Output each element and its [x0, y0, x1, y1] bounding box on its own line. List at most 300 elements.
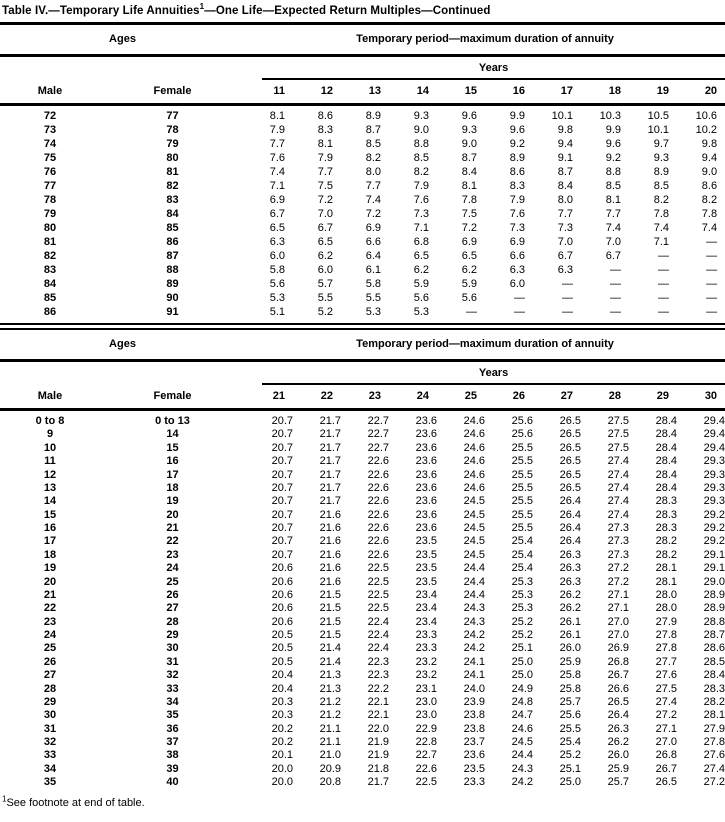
year-column-header: 23	[341, 385, 389, 410]
multiple-value: 8.4	[557, 180, 573, 192]
multiple-value: 24.3	[463, 615, 485, 628]
multiple-value: 26.5	[559, 428, 581, 441]
table-title	[0, 0, 725, 25]
year-column-header: 11	[245, 80, 293, 105]
male-age: 9	[46, 428, 54, 441]
multiple-value: 9.0	[413, 124, 429, 136]
male-age: 10	[43, 441, 57, 454]
multiple-value: 6.5	[317, 236, 333, 248]
multiple-value: 23.2	[415, 669, 437, 682]
multiple-value: 20.1	[271, 749, 293, 762]
multiple-value: 25.5	[511, 495, 533, 508]
female-age: 34	[166, 695, 179, 708]
multiple-value: 9.4	[701, 152, 718, 164]
male-age: 14	[43, 495, 57, 508]
multiple-value: 26.3	[559, 548, 581, 561]
multiple-value: 26.5	[559, 481, 581, 494]
multiple-value: 7.9	[509, 194, 525, 206]
table-row	[0, 722, 725, 735]
multiple-value: 10.1	[647, 124, 669, 136]
multiple-value: —	[658, 306, 669, 318]
multiple-value: 24.6	[463, 428, 485, 441]
multiple-value: 8.5	[413, 152, 429, 164]
male-age: 11	[44, 455, 56, 468]
multiple-value: 27.4	[607, 495, 629, 508]
male-age: 27	[43, 669, 57, 682]
multiple-value: 21.9	[367, 749, 389, 762]
multiple-value: 7.6	[509, 208, 525, 220]
multiple-value: 22.7	[367, 428, 389, 441]
multiple-value: 22.6	[367, 468, 389, 481]
multiple-value: 24.6	[463, 441, 485, 454]
female-age: 22	[166, 535, 179, 548]
multiple-value: 7.9	[317, 152, 333, 164]
multiple-value: 24.4	[463, 575, 485, 588]
multiple-value: 25.0	[559, 776, 581, 789]
female-age: 38	[166, 749, 179, 762]
multiple-value: 22.8	[415, 736, 437, 748]
multiple-value: 23.6	[415, 455, 437, 468]
table-row	[0, 776, 725, 789]
title-suffix: —One Life—Expected Return Multiples—Continued	[204, 5, 491, 17]
table-row	[0, 442, 725, 455]
multiple-value: 8.6	[509, 166, 525, 178]
multiple-value: 8.3	[317, 124, 333, 136]
female-age: 40	[166, 776, 179, 789]
table-row	[0, 208, 725, 222]
ages-spacer	[0, 56, 245, 81]
multiple-value: 8.5	[653, 180, 669, 192]
multiple-value: 28.7	[703, 629, 725, 641]
female-age: 24	[166, 562, 179, 575]
multiple-value: 22.4	[367, 642, 389, 655]
table-row	[0, 589, 725, 602]
multiple-value: 22.5	[367, 602, 389, 615]
multiple-value: —	[610, 292, 621, 304]
table-row	[0, 152, 725, 166]
multiple-value: 20.2	[271, 722, 293, 735]
multiple-value: 23.5	[415, 535, 437, 548]
table-row	[0, 602, 725, 615]
multiple-value: 22.6	[367, 455, 389, 468]
multiple-value: 26.3	[559, 575, 581, 588]
multiple-value: 27.1	[655, 722, 677, 735]
female-age: 15	[166, 441, 179, 454]
multiple-value: 26.4	[559, 495, 581, 508]
multiple-value: 8.5	[365, 138, 381, 150]
multiple-value: 7.6	[269, 152, 285, 164]
multiple-value: 25.4	[559, 736, 581, 748]
year-column-header: 15	[437, 80, 485, 105]
multiple-value: 10.6	[695, 110, 718, 122]
multiple-value: 20.6	[271, 602, 293, 615]
multiple-value: 25.0	[511, 669, 533, 682]
multiple-value: 25.2	[559, 749, 581, 762]
year-column-header: 28	[581, 385, 629, 410]
table-row	[0, 508, 725, 521]
female-age: 88	[166, 264, 179, 276]
multiple-value: 28.9	[703, 588, 725, 601]
female-age: 21	[166, 522, 179, 534]
multiple-value: 27.1	[607, 588, 629, 601]
male-age: 33	[43, 749, 57, 762]
multiple-value: —	[610, 306, 621, 318]
multiple-value: 6.2	[413, 264, 429, 276]
ages-spacer	[0, 361, 245, 386]
multiple-value: 27.5	[607, 415, 629, 427]
multiple-value: 6.5	[461, 250, 477, 262]
multiple-value: 7.0	[557, 236, 573, 248]
multiple-value: 20.0	[271, 762, 293, 775]
multiple-value: 24.3	[463, 602, 485, 615]
multiple-value: 7.5	[317, 180, 333, 192]
multiple-value: 6.0	[509, 278, 525, 290]
ages-header: Ages	[0, 25, 245, 56]
footnote	[0, 789, 725, 809]
multiple-value: 24.4	[511, 749, 533, 762]
multiple-value: 28.3	[655, 495, 677, 508]
multiple-value: 25.8	[559, 682, 581, 695]
multiple-value: 8.5	[605, 180, 621, 192]
female-age: 18	[166, 481, 179, 494]
female-age: 86	[166, 236, 179, 248]
male-age: 84	[43, 278, 57, 290]
male-age: 15	[43, 508, 57, 521]
table-row	[0, 736, 725, 749]
multiple-value: 9.9	[605, 124, 621, 136]
years-label: Years	[262, 362, 725, 385]
male-column-header: Male	[0, 80, 100, 105]
multiple-value: 27.8	[655, 629, 677, 641]
multiple-value: 25.6	[511, 428, 533, 441]
multiple-value: 5.5	[317, 292, 333, 304]
multiple-value: 24.6	[463, 468, 485, 481]
multiple-value: 29.4	[703, 428, 725, 441]
multiple-value: —	[658, 278, 669, 290]
multiple-value: 7.7	[269, 138, 285, 150]
multiple-value: 25.5	[511, 508, 533, 521]
year-column-header: 13	[341, 80, 389, 105]
table-body	[0, 410, 725, 790]
multiple-value: 5.3	[413, 306, 429, 318]
multiple-value: 27.4	[703, 762, 725, 775]
multiple-value: 6.6	[509, 250, 525, 262]
multiple-value: 27.2	[607, 575, 629, 588]
multiple-value: 21.6	[319, 508, 341, 521]
male-age: 86	[43, 306, 57, 318]
header-band-1	[0, 25, 725, 56]
male-age: 74	[43, 138, 57, 150]
multiple-value: 20.0	[271, 776, 293, 789]
multiple-value: 27.1	[607, 602, 629, 615]
multiple-value: 24.5	[511, 736, 533, 748]
table-row	[0, 682, 725, 695]
multiple-value: 20.7	[271, 495, 293, 508]
years-header-cell	[245, 56, 725, 81]
multiple-value: 25.3	[511, 575, 533, 588]
male-age: 25	[43, 642, 57, 655]
multiple-value: 23.5	[415, 548, 437, 561]
multiple-value: 21.6	[319, 575, 341, 588]
multiple-value: 28.4	[655, 441, 677, 454]
male-age: 17	[43, 535, 57, 548]
female-age: 37	[166, 736, 179, 748]
multiple-value: 9.6	[605, 138, 621, 150]
multiple-value: 24.5	[463, 548, 485, 561]
multiple-value: 28.9	[703, 602, 725, 615]
multiple-value: 28.0	[655, 602, 677, 615]
multiple-value: 21.3	[319, 682, 341, 695]
multiple-value: 23.3	[415, 642, 437, 655]
table-row	[0, 468, 725, 481]
multiple-value: 28.1	[655, 575, 677, 588]
multiple-value: 23.7	[463, 736, 485, 748]
multiple-value: 24.7	[511, 709, 533, 722]
male-age: 19	[43, 562, 57, 575]
multiple-value: 26.5	[559, 415, 581, 427]
multiple-value: 23.6	[415, 508, 437, 521]
multiple-value: 24.4	[463, 588, 485, 601]
multiple-value: 9.3	[461, 124, 477, 136]
multiple-value: 22.3	[367, 669, 389, 682]
female-age: 23	[166, 548, 179, 561]
multiple-value: —	[562, 292, 573, 304]
header-band-2	[0, 56, 725, 81]
multiple-value: 9.4	[557, 138, 573, 150]
multiple-value: 20.7	[271, 522, 293, 534]
multiple-value: 28.4	[655, 481, 677, 494]
multiple-value: 25.2	[511, 615, 533, 628]
multiple-value: 27.6	[655, 669, 677, 682]
multiple-value: 10.1	[551, 110, 573, 122]
multiple-value: 6.9	[365, 222, 381, 234]
multiple-value: 28.1	[703, 709, 725, 722]
multiple-value: 24.9	[511, 682, 533, 695]
multiple-value: 5.3	[269, 292, 285, 304]
multiple-value: 25.4	[511, 562, 533, 575]
multiple-value: 8.0	[557, 194, 573, 206]
multiple-value: —	[706, 264, 718, 276]
multiple-value: 9.3	[653, 152, 669, 164]
multiple-value: 5.6	[461, 292, 477, 304]
multiple-value: 23.3	[463, 776, 485, 789]
multiple-value: —	[706, 292, 718, 304]
multiple-value: 21.5	[319, 615, 341, 628]
multiple-value: 6.3	[269, 236, 285, 248]
table-row	[0, 278, 725, 292]
header-band-1	[0, 329, 725, 361]
year-column-header: 17	[533, 80, 581, 105]
multiple-value: 20.6	[271, 575, 293, 588]
multiple-value: 27.7	[655, 655, 677, 668]
multiple-value: 20.5	[271, 629, 293, 641]
title-prefix: Table IV.—Temporary Life Annuities	[2, 5, 200, 17]
multiple-value: 9.6	[461, 110, 477, 122]
year-column-header: 14	[389, 80, 437, 105]
multiple-value: 24.0	[463, 682, 485, 695]
multiple-value: 25.8	[559, 669, 581, 682]
multiple-value: 7.7	[365, 180, 381, 192]
multiple-value: 8.1	[269, 110, 285, 122]
multiple-value: 28.6	[703, 642, 725, 655]
multiple-value: 8.7	[461, 152, 477, 164]
multiple-value: 25.0	[511, 655, 533, 668]
multiple-value: —	[658, 292, 669, 304]
column-header-row	[0, 80, 725, 105]
year-column-header: 16	[485, 80, 533, 105]
male-age: 79	[43, 208, 57, 220]
multiple-value: 8.9	[653, 166, 669, 178]
multiple-value: 23.6	[415, 468, 437, 481]
multiple-value: 7.7	[605, 208, 621, 220]
multiple-value: 28.4	[655, 455, 677, 468]
multiple-value: 21.1	[319, 736, 341, 748]
male-age: 75	[43, 152, 57, 164]
multiple-value: —	[514, 306, 525, 318]
multiple-value: 27.4	[607, 455, 629, 468]
male-age: 26	[43, 655, 57, 668]
multiple-value: 23.6	[415, 441, 437, 454]
female-age: 0 to 13	[155, 415, 190, 427]
period-header: Temporary period—maximum duration of annuity	[245, 25, 725, 56]
multiple-value: 28.2	[655, 548, 677, 561]
multiple-value: 27.0	[607, 629, 629, 641]
multiple-value: 5.8	[269, 264, 285, 276]
female-age: 35	[166, 709, 179, 722]
multiple-value: 8.3	[509, 180, 525, 192]
female-age: 16	[166, 455, 179, 468]
male-age: 29	[43, 695, 57, 708]
multiple-value: 25.3	[511, 602, 533, 615]
multiple-value: 23.3	[415, 629, 437, 641]
multiple-value: 5.5	[365, 292, 381, 304]
multiple-value: 21.7	[319, 428, 341, 441]
multiple-value: 21.6	[319, 535, 341, 548]
table-row	[0, 615, 725, 628]
female-age: 30	[166, 642, 179, 655]
multiple-value: 20.7	[271, 548, 293, 561]
multiple-value: 21.7	[319, 495, 341, 508]
multiple-value: 8.9	[509, 152, 525, 164]
multiple-value: —	[658, 264, 669, 276]
multiple-value: 10.5	[647, 110, 669, 122]
female-age: 28	[166, 615, 179, 628]
multiple-value: —	[706, 278, 718, 290]
multiple-value: 25.4	[511, 535, 533, 548]
multiple-value: 26.2	[559, 588, 581, 601]
multiple-value: 25.1	[511, 642, 533, 655]
female-age: 19	[166, 495, 179, 508]
multiple-value: 20.6	[271, 562, 293, 575]
multiple-value: —	[706, 250, 718, 262]
multiple-value: 6.9	[269, 194, 285, 206]
male-age: 24	[43, 629, 57, 641]
multiple-value: 23.4	[415, 615, 437, 628]
multiple-value: 8.2	[653, 194, 669, 206]
multiple-value: 20.8	[319, 776, 341, 789]
multiple-value: 23.9	[463, 695, 485, 708]
female-age: 14	[166, 428, 179, 441]
multiple-value: 26.4	[559, 522, 581, 534]
multiple-value: 28.4	[655, 415, 677, 427]
multiple-value: 23.6	[415, 481, 437, 494]
multiple-value: 24.6	[463, 415, 485, 427]
table-row	[0, 105, 725, 124]
multiple-value: 8.6	[317, 110, 333, 122]
table-row	[0, 180, 725, 194]
multiple-value: 28.3	[703, 682, 725, 695]
male-age: 13	[43, 481, 57, 494]
female-age: 84	[166, 208, 179, 220]
multiple-value: 7.8	[461, 194, 477, 206]
multiple-value: 26.5	[559, 455, 581, 468]
multiple-value: 25.5	[511, 468, 533, 481]
multiple-value: 21.7	[319, 468, 341, 481]
male-age: 21	[43, 588, 57, 601]
multiple-value: 26.6	[607, 682, 629, 695]
female-column-header: Female	[100, 385, 245, 410]
multiple-value: 28.0	[655, 588, 677, 601]
table-row	[0, 166, 725, 180]
female-age: 85	[166, 222, 179, 234]
multiple-value: 24.2	[463, 629, 485, 641]
multiple-value: —	[466, 306, 477, 318]
multiple-value: 24.1	[463, 655, 485, 668]
multiple-value: 25.3	[511, 588, 533, 601]
multiple-value: 26.4	[559, 508, 581, 521]
female-age: 87	[166, 250, 179, 262]
table-row	[0, 222, 725, 236]
multiple-value: 20.3	[271, 709, 293, 722]
table-row	[0, 428, 725, 441]
multiple-value: 6.2	[317, 250, 333, 262]
table-row	[0, 562, 725, 575]
multiple-value: 8.8	[413, 138, 429, 150]
multiple-value: 7.4	[365, 194, 381, 206]
female-age: 91	[166, 306, 179, 318]
multiple-value: 23.6	[463, 749, 485, 762]
table-row	[0, 763, 725, 776]
table-row	[0, 522, 725, 535]
female-age: 90	[166, 292, 179, 304]
multiple-value: 22.6	[415, 762, 437, 775]
multiple-value: 23.5	[415, 562, 437, 575]
years-header-cell	[245, 361, 725, 386]
multiple-value: —	[706, 236, 718, 248]
multiple-value: 24.8	[511, 695, 533, 708]
multiple-value: 7.3	[509, 222, 525, 234]
female-age: 20	[166, 508, 179, 521]
female-age: 33	[166, 682, 179, 695]
multiple-value: 5.9	[413, 278, 429, 290]
multiple-value: 8.2	[413, 166, 429, 178]
female-age: 89	[166, 278, 179, 290]
multiple-value: 24.2	[511, 776, 533, 789]
multiple-value: 8.8	[605, 166, 621, 178]
multiple-value: 6.0	[317, 264, 333, 276]
year-column-header: 30	[677, 385, 725, 410]
years-label: Years	[262, 57, 725, 80]
male-age: 76	[43, 166, 57, 178]
male-age: 12	[43, 468, 57, 481]
multiple-value: 25.9	[607, 762, 629, 775]
male-age: 82	[43, 250, 57, 262]
multiple-value: —	[610, 264, 621, 276]
multiple-value: 29.1	[703, 562, 725, 575]
male-age: 30	[43, 709, 57, 722]
male-age: 35	[43, 776, 57, 789]
multiple-value: 7.3	[557, 222, 573, 234]
